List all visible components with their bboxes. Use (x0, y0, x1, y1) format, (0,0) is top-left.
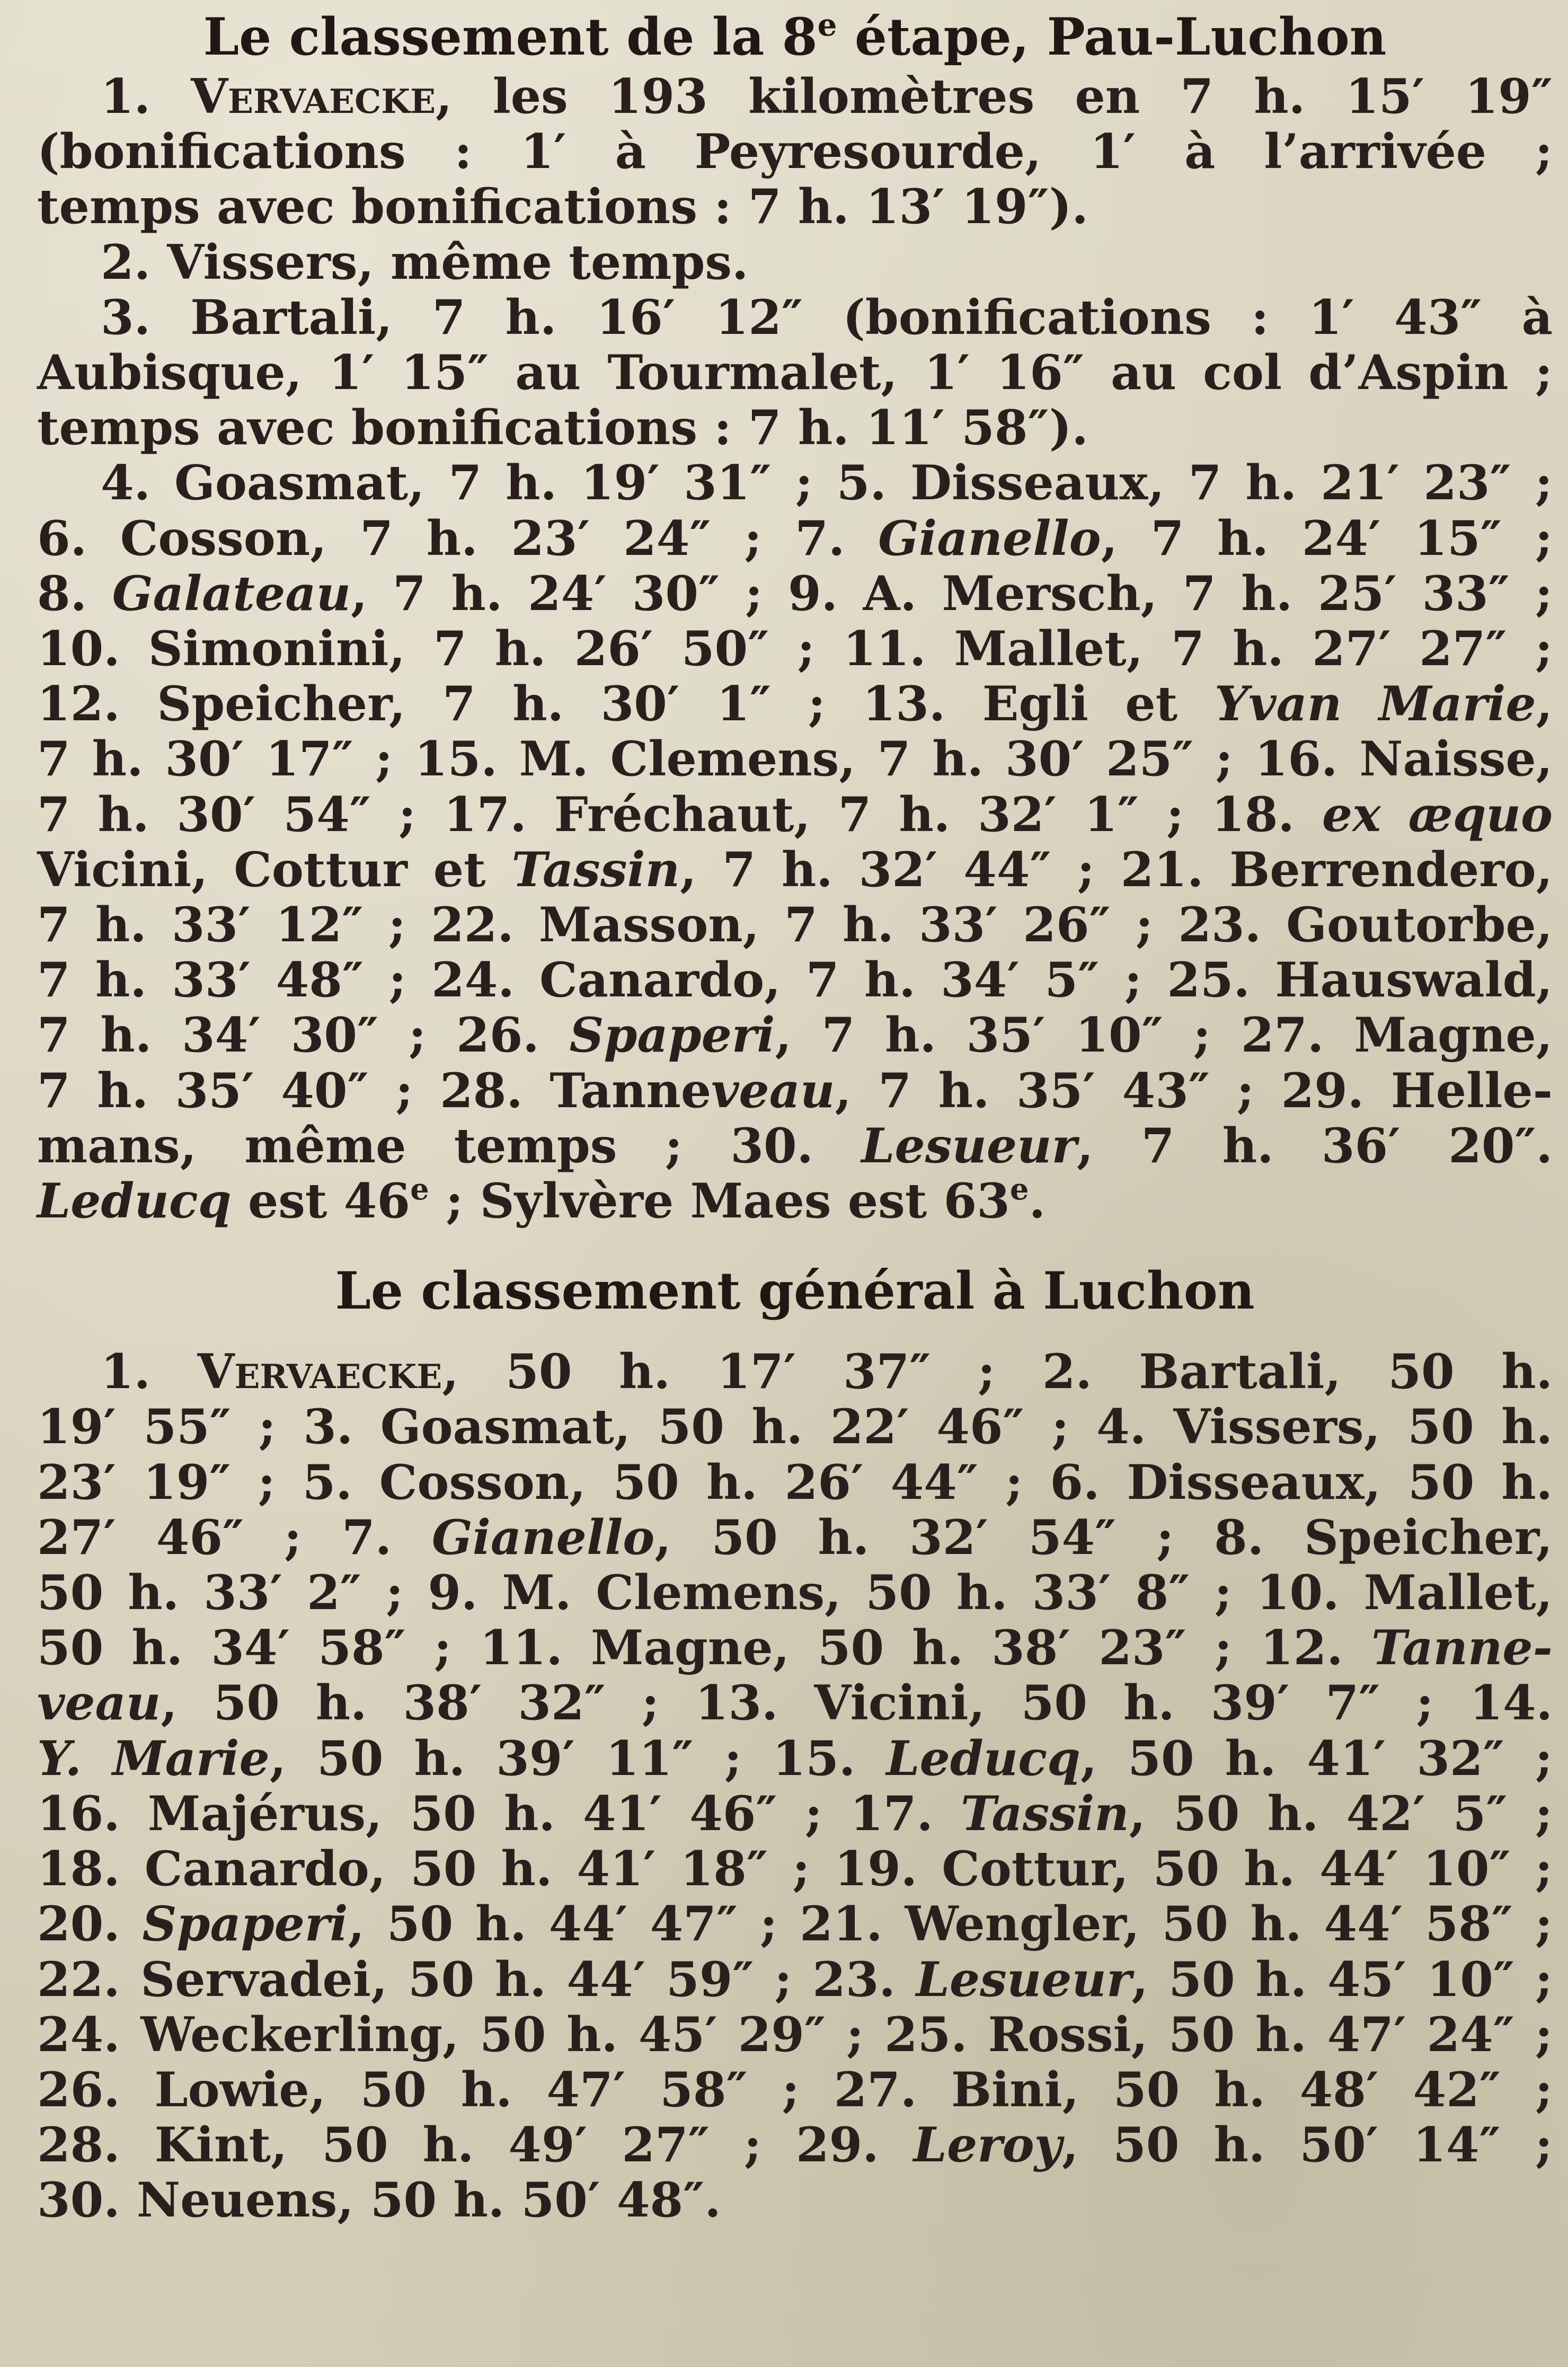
stage-result-line: 7 h. 33′ 48″ ; 24. Canardo, 7 h. 34′ 5″ ; 25. Hauswald, (37, 952, 1553, 1009)
general-result-line: 24. Weckerling, 50 h. 45′ 29″ ; 25. Rossi, 50 h. 47′ 24″ ; (37, 2006, 1553, 2063)
stage-result-line: 7 h. 33′ 12″ ; 22. Masson, 7 h. 33′ 26″ ; 23. Goutorbe, (37, 897, 1553, 953)
general-result-line: 50 h. 33′ 2″ ; 9. M. Clemens, 50 h. 33′ 8″ ; 10. Mallet, (37, 1565, 1553, 1621)
stage-result-line: 7 h. 35′ 40″ ; 28. Tanneveau, 7 h. 35′ 43″ ; 29. Helle- (37, 1062, 1553, 1119)
general-result-line: 50 h. 34′ 58″ ; 11. Magne, 50 h. 38′ 23″ ; 12. Tanne- (37, 1620, 1553, 1676)
section-spacer (37, 1229, 1553, 1259)
general-results (37, 1344, 1553, 2228)
general-result-line: 19′ 55″ ; 3. Goasmat, 50 h. 22′ 46″ ; 4. Vissers, 50 h. (37, 1399, 1553, 1455)
general-result-line: 26. Lowie, 50 h. 47′ 58″ ; 27. Bini, 50 h. 48′ 42″ ; (37, 2061, 1553, 2118)
stage-result-line: 7 h. 30′ 54″ ; 17. Fréchaut, 7 h. 32′ 1″ ; 18. ex æquo (37, 786, 1553, 843)
general-result-line: 20. Spaperi, 50 h. 44′ 47″ ; 21. Wengler, 50 h. 44′ 58″ ; (37, 1896, 1553, 1953)
section-spacer (37, 1323, 1553, 1344)
stage-result-line: Aubisque, 1′ 15″ au Tourmalet, 1′ 16″ au col d’Aspin ; (37, 345, 1553, 401)
general-result-line: 1. Vervaecke, 50 h. 17′ 37″ ; 2. Bartali, 50 h. (101, 1344, 1553, 1400)
stage-result-line: Leducq est 46e ; Sylvère Maes est 63e. (37, 1172, 1046, 1230)
stage-result-line: 8. Galateau, 7 h. 24′ 30″ ; 9. A. Mersch, 7 h. 25′ 33″ ; (37, 565, 1553, 622)
general-result-line: 23′ 19″ ; 5. Cosson, 50 h. 26′ 44″ ; 6. Disseaux, 50 h. (37, 1454, 1553, 1511)
stage-result-line: 3. Bartali, 7 h. 16′ 12″ (bonifications : 1′ 43″ à (101, 289, 1553, 346)
general-result-line: 30. Neuens, 50 h. 50′ 48″. (37, 2172, 721, 2229)
general-result-line: Y. Marie, 50 h. 39′ 11″ ; 15. Leducq, 50 h. 41′ 32″ ; (37, 1730, 1553, 1787)
general-result-line: 27′ 46″ ; 7. Gianello, 50 h. 32′ 54″ ; 8. Speicher, (37, 1509, 1553, 1566)
general-result-line: veau, 50 h. 38′ 32″ ; 13. Vicini, 50 h. 39′ 7″ ; 14. (37, 1675, 1553, 1732)
stage-result-line: 6. Cosson, 7 h. 23′ 24″ ; 7. Gianello, 7 h. 24′ 15″ ; (37, 510, 1553, 567)
general-result-line: 28. Kint, 50 h. 49′ 27″ ; 29. Leroy, 50 h. 50′ 14″ ; (37, 2117, 1553, 2174)
stage-result-line: mans, même temps ; 30. Lesueur, 7 h. 36′ 20″. (37, 1117, 1553, 1174)
stage-results (37, 69, 1553, 1229)
stage-result-line: 10. Simonini, 7 h. 26′ 50″ ; 11. Mallet, 7 h. 27′ 27″ ; (37, 621, 1553, 677)
stage-result-line: 2. Vissers, même temps. (101, 234, 749, 290)
general-result-line: 18. Canardo, 50 h. 41′ 18″ ; 19. Cottur, 50 h. 44′ 10″ ; (37, 1841, 1553, 1897)
stage-result-line: 1. Vervaecke, les 193 kilomètres en 7 h. 15′ 19″ (101, 68, 1553, 125)
stage-heading-main: Le classement de la 8 (203, 7, 818, 67)
general-heading: Le classement général à Luchon (335, 1261, 1255, 1321)
stage-result-line: Vicini, Cottur et Tassin, 7 h. 32′ 44″ ; 21. Berrendero, (37, 841, 1553, 898)
stage-result-line: temps avec bonifications : 7 h. 13′ 19″). (37, 179, 1088, 235)
stage-result-line: temps avec bonifications : 7 h. 11′ 58″). (37, 400, 1088, 456)
stage-result-line: 12. Speicher, 7 h. 30′ 1″ ; 13. Egli et Yvan Marie, (37, 676, 1553, 732)
stage-result-line: 4. Goasmat, 7 h. 19′ 31″ ; 5. Disseaux, 7 h. 21′ 23″ ; (101, 455, 1553, 511)
general-result-line: 22. Servadei, 50 h. 44′ 59″ ; 23. Lesueur, 50 h. 45′ 10″ ; (37, 1951, 1553, 2008)
stage-result-line: 7 h. 34′ 30″ ; 26. Spaperi, 7 h. 35′ 10″ ; 27. Magne, (37, 1007, 1553, 1064)
stage-heading (37, 5, 1553, 69)
newspaper-clipping (37, 5, 1553, 2359)
general-result-line: 16. Majérus, 50 h. 41′ 46″ ; 17. Tassin, 50 h. 42′ 5″ ; (37, 1785, 1553, 1842)
stage-heading-rest: étape, Pau-Luchon (837, 7, 1387, 67)
stage-result-line: 7 h. 30′ 17″ ; 15. M. Clemens, 7 h. 30′ 25″ ; 16. Naisse, (37, 731, 1553, 788)
stage-heading-superscript: e (817, 7, 837, 43)
stage-result-line: (bonifications : 1′ à Peyresourde, 1′ à l’arrivée ; (37, 123, 1553, 180)
